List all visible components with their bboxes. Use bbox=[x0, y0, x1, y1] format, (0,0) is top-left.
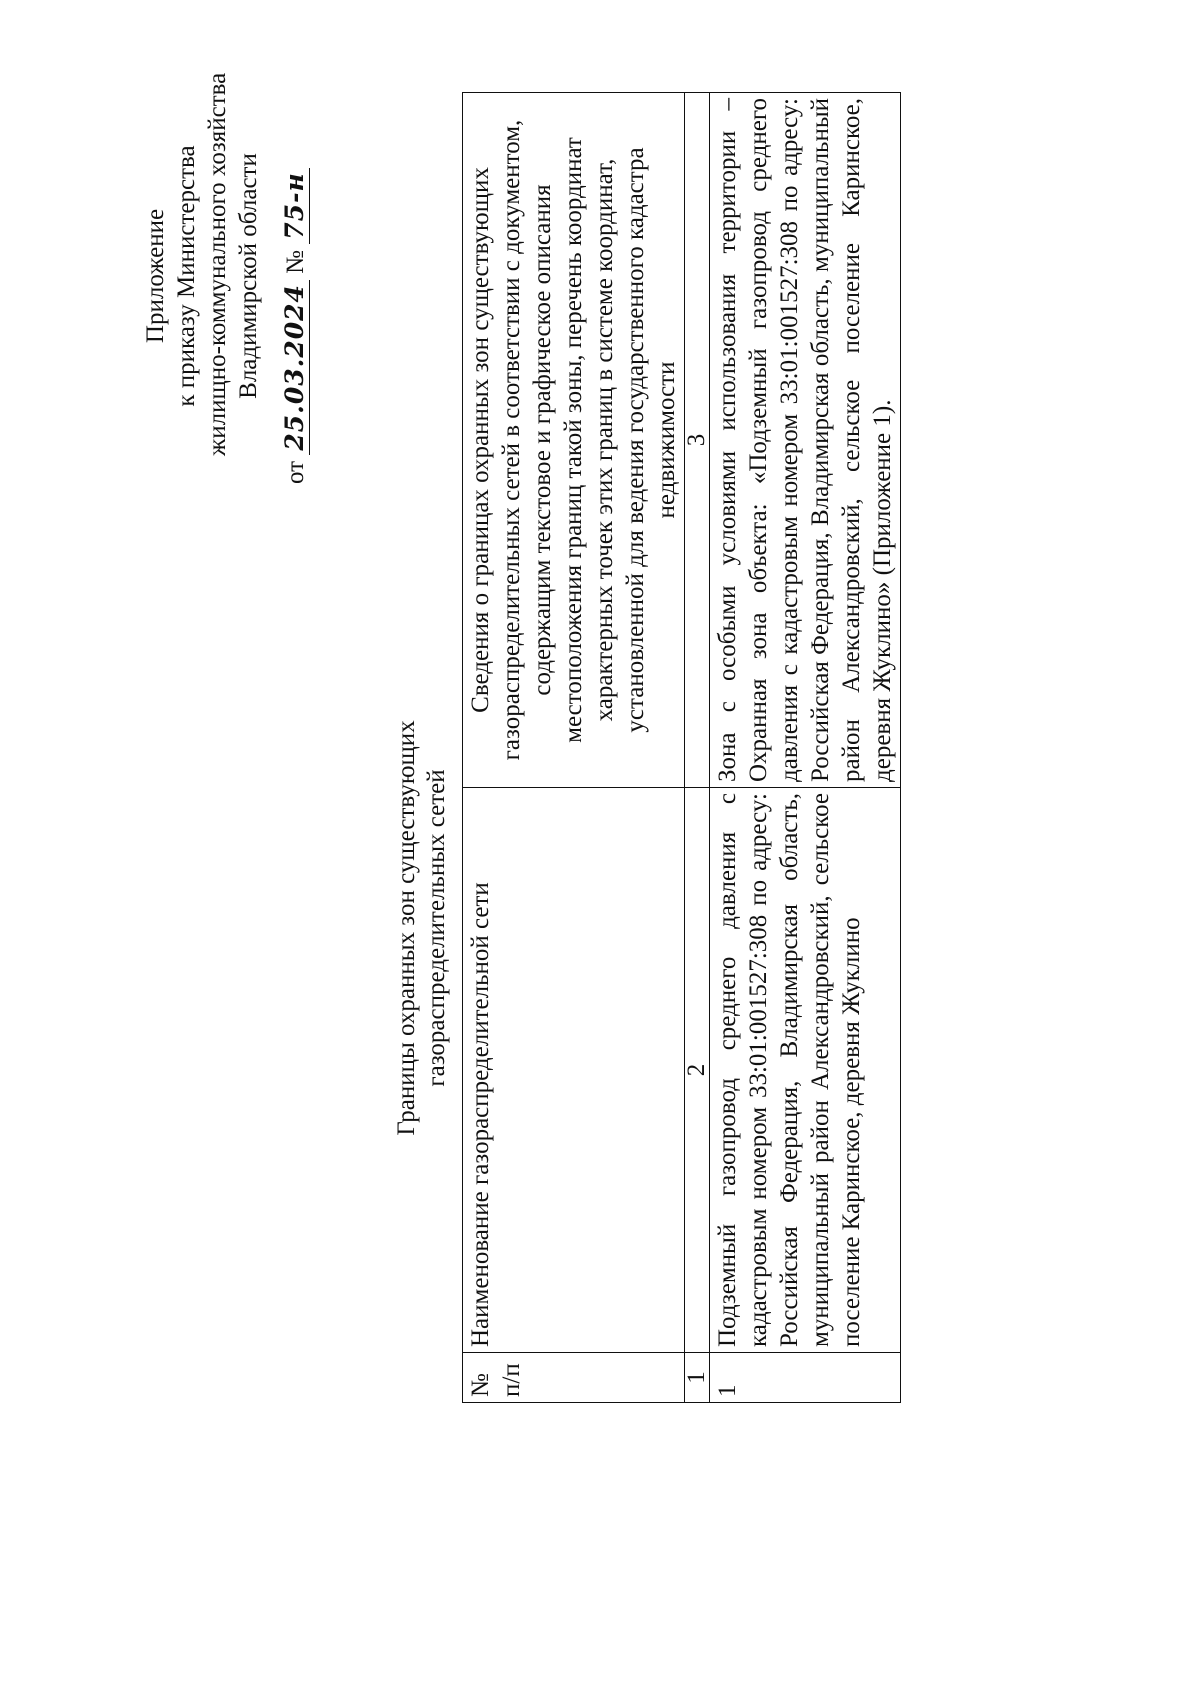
order-date-handwritten: 25.03.2024 bbox=[280, 280, 310, 455]
network-name-cell: Подземный газопровод среднего давления с кадастровым номером 33:01:001527:308 по адресу: Российская Федерация, Владимирская область, муниципальный район Александровский, сельское поселение Каринское, деревня Жуклино bbox=[710, 788, 901, 1353]
order-number-handwritten: 75-н bbox=[280, 168, 310, 243]
appendix-line: жилищно-коммунального хозяйства bbox=[204, 72, 231, 456]
table-header-row bbox=[463, 93, 685, 1403]
title-line-1: Границы охранных зон существующих bbox=[393, 720, 420, 1136]
appendix-line: Владимирской области bbox=[235, 153, 262, 399]
row-number: 1 bbox=[710, 1353, 901, 1403]
column-number: 3 bbox=[685, 93, 710, 788]
order-prefix: от bbox=[282, 460, 309, 484]
document-title bbox=[392, 588, 452, 1268]
appendix-header bbox=[140, 72, 264, 456]
table-row bbox=[710, 93, 901, 1403]
column-number: 2 bbox=[685, 788, 710, 1353]
appendix-line: Приложение bbox=[142, 208, 169, 344]
order-number-sign: № bbox=[282, 249, 309, 274]
header-network-name: Наименование газораспределительной сети bbox=[463, 788, 685, 1353]
column-number: 1 bbox=[685, 1353, 710, 1403]
header-number: № п/п bbox=[463, 1353, 685, 1403]
title-line-2: газораспределительных сетей bbox=[423, 769, 450, 1087]
appendix-line: к приказу Министерства bbox=[173, 145, 200, 407]
header-zone-info: Сведения о границах охранных зон существующих газораспределительных сетей в соответствии с документом, содержащим текстовое и графическое описания местоположения границ такой зоны, перечень координат характерных точек этих границ в системе координат, установленной для ведения государственного кадастра недвижимости bbox=[463, 93, 685, 788]
zone-info-cell: Зона с особыми условиями использования территории – Охранная зона объекта: «Подземный газопровод среднего давления с кадастровым номером 33:01:001527:308 по адресу: Российская Федерация, Владимирская область, муниципальный район Александровский, сельское поселение Каринское, деревня Жуклино» (Приложение 1). bbox=[710, 93, 901, 788]
order-reference bbox=[280, 54, 310, 484]
gas-network-zones-table bbox=[462, 92, 901, 1403]
column-number-row bbox=[685, 93, 710, 1403]
